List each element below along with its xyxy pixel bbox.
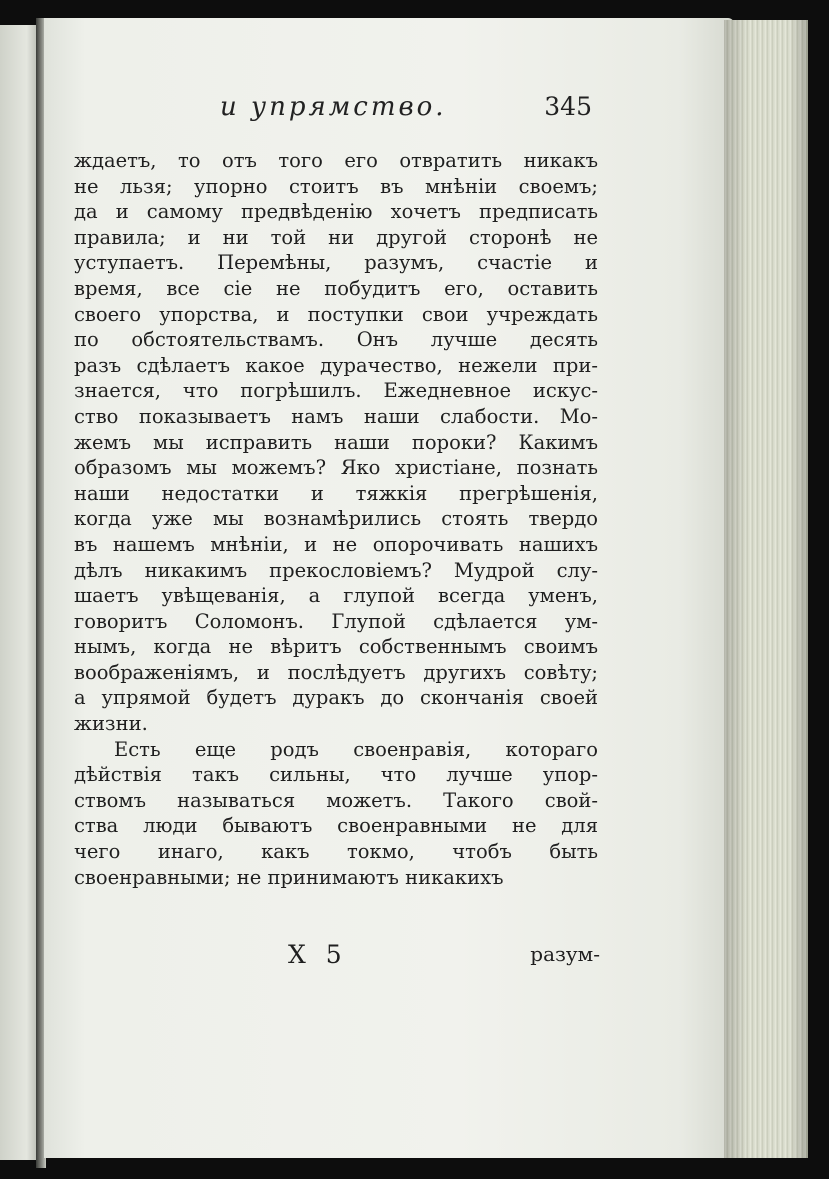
page-number: 345 (544, 92, 592, 121)
text-line: дѣлъ никакимъ прекословіемъ? Мудрой слу- (74, 558, 598, 582)
text-line: знается, что погрѣшилъ. Ежедневное искус- (74, 379, 598, 403)
facing-page-edge (0, 25, 40, 1160)
text-line: правила; и ни той ни другой сторонѣ не (74, 225, 598, 249)
text-line: нымъ, когда не вѣритъ собственнымъ своимъ (74, 635, 598, 659)
text-line: не льзя; упорно стоитъ въ мнѣніи своемъ; (74, 174, 598, 198)
text-line: жизни. (74, 712, 148, 736)
text-line: а упрямой будетъ дуракъ до скончанія своей (74, 686, 598, 710)
page-header (220, 92, 600, 132)
text-line: дѣйствія такъ сильны, что лучше упор- (74, 763, 598, 787)
page-edges (724, 20, 808, 1158)
text-line: ства люди бываютъ своенравными не для (74, 814, 598, 838)
text-line: ство показываетъ намъ наши слабости. Мо- (74, 404, 598, 428)
page-footer (288, 940, 600, 972)
text-line: своего упорства, и поступки свои учреждать (74, 302, 598, 326)
running-head: и упрямство. (220, 92, 447, 122)
text-line: уступаетъ. Перемѣны, разумъ, счастіе и (74, 251, 598, 275)
text-line: своенравными; не принимаютъ никакихъ (74, 865, 504, 889)
text-line: когда уже мы вознамѣрились стоять твердо (74, 507, 598, 531)
text-line: говоритъ Соломонъ. Глупой сдѣлается ум- (74, 609, 598, 633)
text-line: да и самому предвѣденію хочетъ предписать (74, 200, 598, 224)
text-line: по обстоятельствамъ. Онъ лучше десять (74, 328, 598, 352)
text-line: ждаетъ, то отъ того его отвратить никакъ (74, 149, 598, 172)
text-line: Есть еще родъ своенравія, котораго (114, 737, 598, 761)
signature-mark: X 5 (288, 940, 348, 969)
text-line: время, все сіе не побудитъ его, оставить (74, 276, 598, 300)
body-text (74, 148, 598, 890)
text-line: чего инаго, какъ токмо, чтобъ быть (74, 840, 598, 864)
text-line: шаетъ увѣщеванія, а глупой всегда уменъ, (74, 584, 598, 608)
text-line: образомъ мы можемъ? Яко христіане, познать (74, 456, 598, 480)
text-line: въ нашемъ мнѣніи, и не опорочивать нашихъ (74, 532, 598, 556)
text-line: жемъ мы исправить наши пороки? Какимъ (74, 430, 598, 454)
text-line: ствомъ называться можетъ. Такого свой- (74, 788, 598, 812)
text-line: разъ сдѣлаетъ какое дурачество, нежели при- (74, 353, 598, 377)
catchword: разум- (530, 942, 600, 966)
text-line: наши недостатки и тяжкія прегрѣшенія, (74, 481, 598, 505)
text-line: воображеніямъ, и послѣдуетъ другихъ совѣту; (74, 660, 598, 684)
